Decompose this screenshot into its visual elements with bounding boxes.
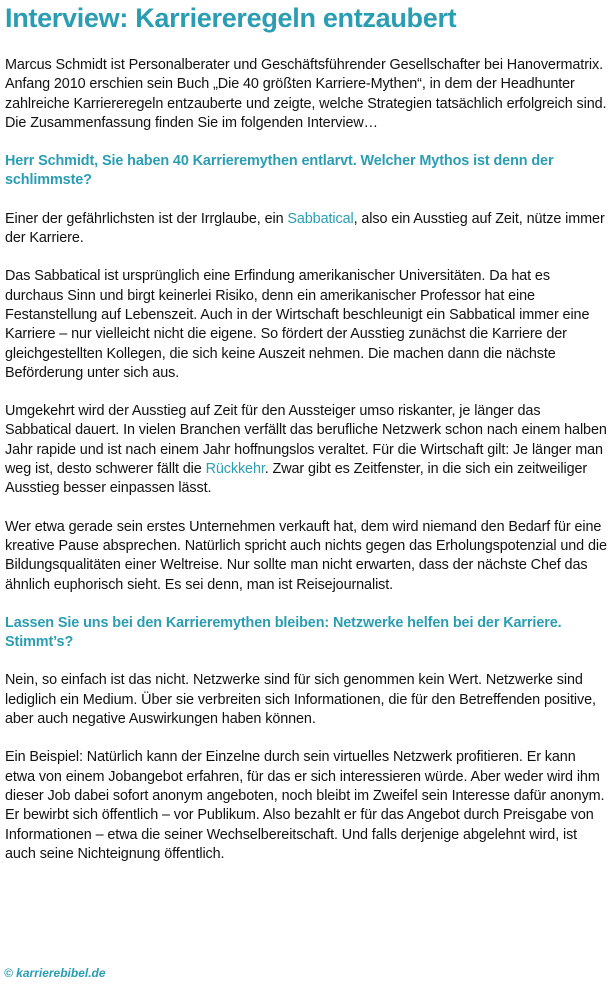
answer-1-text-c: Umgekehrt wird der Ausstieg auf Zeit für den Aussteiger umso riskanter, je länger das Sabbatical dauert. In vielen Branchen verfällt das berufliche Netzwerk schon nach einem halben Jahr rapide und ist nach einem Jahr hoffnungslos veraltet. Für die Wirtschaft gilt: Je länger man weg ist, desto schwerer fällt die [5,403,607,478]
answer-1-paragraph-4: Wer etwa gerade sein erstes Unternehmen verkauft hat, dem wird niemand den Bedarf für eine kreative Pause absprechen. Natürlich spricht auch nichts gegen das Erholungspotenzial und die Bildungsqualitäten einer Weltreise. Nur sollte man nicht erwarten, dass der nächste Chef das ähnlich euphorisch sieht. Es sei denn, man ist Reisejournalist. [5,518,607,593]
answer-1-text-b: , also ein Ausstieg auf Zeit, nütze immer der Karriere. [5,210,605,247]
answer-2-paragraph-2: Ein Beispiel: Natürlich kann der Einzelne durch sein virtuelles Netzwerk profitieren. Er kann etwa von einem Jobangebot erfahren, für das er sich interessieren würde. Aber weder wird ihm dieser Job dabei sofort anonym angeboten, noch bleibt im Zweifel sein Interesse dafür anonym. Er bewirbt sich öffentlich – vor Publikum. Also bezahlt er für das Angebot durch Preisgabe von Informationen – etwa die seiner Wechselbereitschaft. Und falls derjenige abgelehnt wird, ist auch seine Nichteignung öffentlich. [5,749,605,862]
answer-1-text-d: . Zwar gibt es Zeitfenster, in die sich ein zeitweiliger Ausstieg besser einpassen lässt. [5,461,588,497]
rueckkehr-link[interactable]: Rückkehr [205,461,265,478]
answer-1-paragraph-1 [5,210,609,249]
answer-1-text-a: Einer der gefährlichsten ist der Irrglaube, ein [5,210,288,227]
question-1: Herr Schmidt, Sie haben 40 Karrieremythen entlarvt. Welcher Mythos ist denn der schlimmste? [5,153,554,189]
copyright-footer: © karrierebibel.de [4,966,106,980]
question-2: Lassen Sie uns bei den Karrieremythen bleiben: Netzwerke helfen bei der Karriere. Stimmt’s? [5,614,562,651]
answer-2-paragraph-1: Nein, so einfach ist das nicht. Netzwerke sind für sich genommen kein Wert. Netzwerke sind lediglich ein Medium. Über sie verbreiten sich Informationen, die für den Betreffenden positive, aber auch negative Auswirkungen haben können. [5,672,596,728]
sabbatical-link[interactable]: Sabbatical [287,210,354,227]
answer-1-paragraph-2: Das Sabbatical ist ursprünglich eine Erfindung amerikanischer Universitäten. Da hat es durchaus Sinn und birgt keinerlei Risiko, denn ein amerikanischer Professor hat eine Festanstellung auf Lebenszeit. Auch in der Wirtschaft beschleunigt ein Sabbatical immer eine Karriere – nur vielleicht nicht die eigene. So fördert der Ausstieg zunächst die Karriere der gleichgestellten Kollegen, die sich keine Auszeit nehmen. Die machen dann die nächste Beförderung unter sich aus. [5,268,590,381]
page-title: Interview: Karriereregeln entzaubert [5,3,457,33]
article [5,0,609,864]
answer-1-paragraph-3 [5,402,609,498]
intro-paragraph: Marcus Schmidt ist Personalberater und Geschäftsführender Gesellschafter bei Hanovermatrix. Anfang 2010 erschien sein Buch „Die 40 größten Karriere-Mythen“, in dem der Headhunter zahlreiche Karriereregeln entzauberte und zeigte, welche Strategien tatsächlich erfolgreich sind. Die Zusammenfassung finden Sie im folgenden Interview… [5,57,607,131]
